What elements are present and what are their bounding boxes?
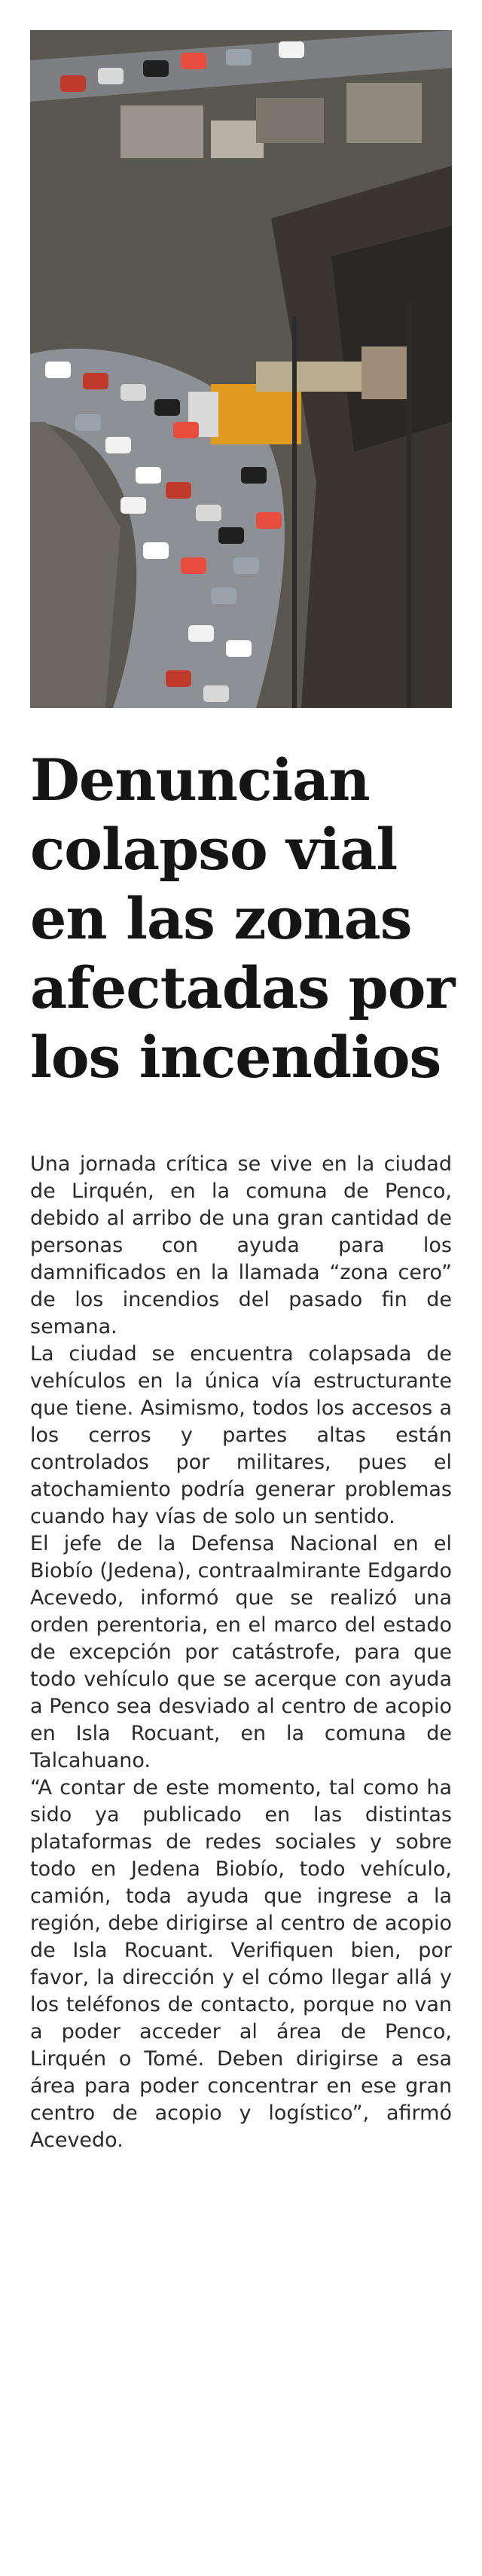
vehicle-icon: [45, 362, 71, 378]
article-body: [30, 1151, 452, 2154]
vehicle-icon: [256, 512, 282, 529]
article-headline: Denuncian colapso vial en las zonas afectadas por los incendios: [30, 746, 455, 1091]
article-photo: [30, 30, 452, 708]
vehicle-icon: [154, 399, 180, 416]
vehicle-icon: [203, 685, 229, 702]
vehicle-icon: [211, 588, 236, 604]
vehicle-icon: [173, 422, 199, 438]
vehicle-icon: [143, 542, 169, 559]
vehicle-icon: [143, 60, 169, 77]
vehicle-icon: [188, 625, 214, 642]
article-paragraph: El jefe de la Defensa Nacional en el Biobío (Jedena), contraalmirante Edgardo Acevedo, informó que se realizó una orden perentoria, en el marco del estado de excepción por catástrofe, para que todo vehículo que se acerque con ayuda a Penco sea desviado al centro de acopio en Isla Rocuant, en la comuna de Talcahuano.: [30, 1532, 452, 1772]
vehicle-icon: [181, 53, 206, 69]
vehicle-icon: [226, 640, 252, 657]
vehicle-icon: [120, 384, 146, 401]
vehicle-icon: [196, 505, 221, 521]
vehicle-icon: [60, 75, 86, 92]
vehicle-icon: [241, 467, 267, 484]
article-paragraph: “A contar de este momento, tal como ha sido ya publicado en las distintas plataformas de redes sociales y sobre todo en Jedena Biobío, todo vehículo, camión, toda ayuda que ingrese a la región, debe dirigirse al centro de acopio de Isla Rocuant. Verifiquen bien, por favor, la dirección y el cómo llegar allá y los teléfonos de contacto, porque no van a poder acceder al área de Penco, Lirquén o Tomé. Deben dirigirse a esa área para poder concentrar en ese gran centro de acopio y logístico”, afirmó Acevedo.: [30, 1776, 452, 2152]
vehicle-icon: [98, 68, 124, 84]
vehicle-icon: [166, 670, 191, 687]
vehicle-icon: [83, 373, 108, 389]
article-paragraph: La ciudad se encuentra colapsada de vehículos en la única vía estructurante que tiene. Asimismo, todos los accesos a los cerros y partes altas están controlados por militares, pues el atochamiento podría generar problemas cuando hay vías de solo un sentido.: [30, 1342, 452, 1528]
vehicle-icon: [226, 49, 252, 66]
vehicle-icon: [233, 557, 259, 574]
vehicle-icon: [136, 467, 161, 484]
vehicle-icon: [105, 437, 131, 453]
traffic-jam-photo-icon: [30, 30, 452, 708]
vehicle-icon: [120, 497, 146, 514]
vehicle-icon: [218, 527, 244, 544]
vehicle-icon: [279, 41, 304, 58]
article-paragraph: Una jornada crítica se vive en la ciudad de Lirquén, en la comuna de Penco, debido al arribo de una gran cantidad de personas con ayuda para los damnificados en la llamada “zona cero” de los incendios del pasado fin de semana.: [30, 1152, 452, 1338]
vehicle-icon: [166, 482, 191, 499]
vehicle-icon: [181, 557, 206, 574]
vehicle-icon: [75, 414, 101, 431]
